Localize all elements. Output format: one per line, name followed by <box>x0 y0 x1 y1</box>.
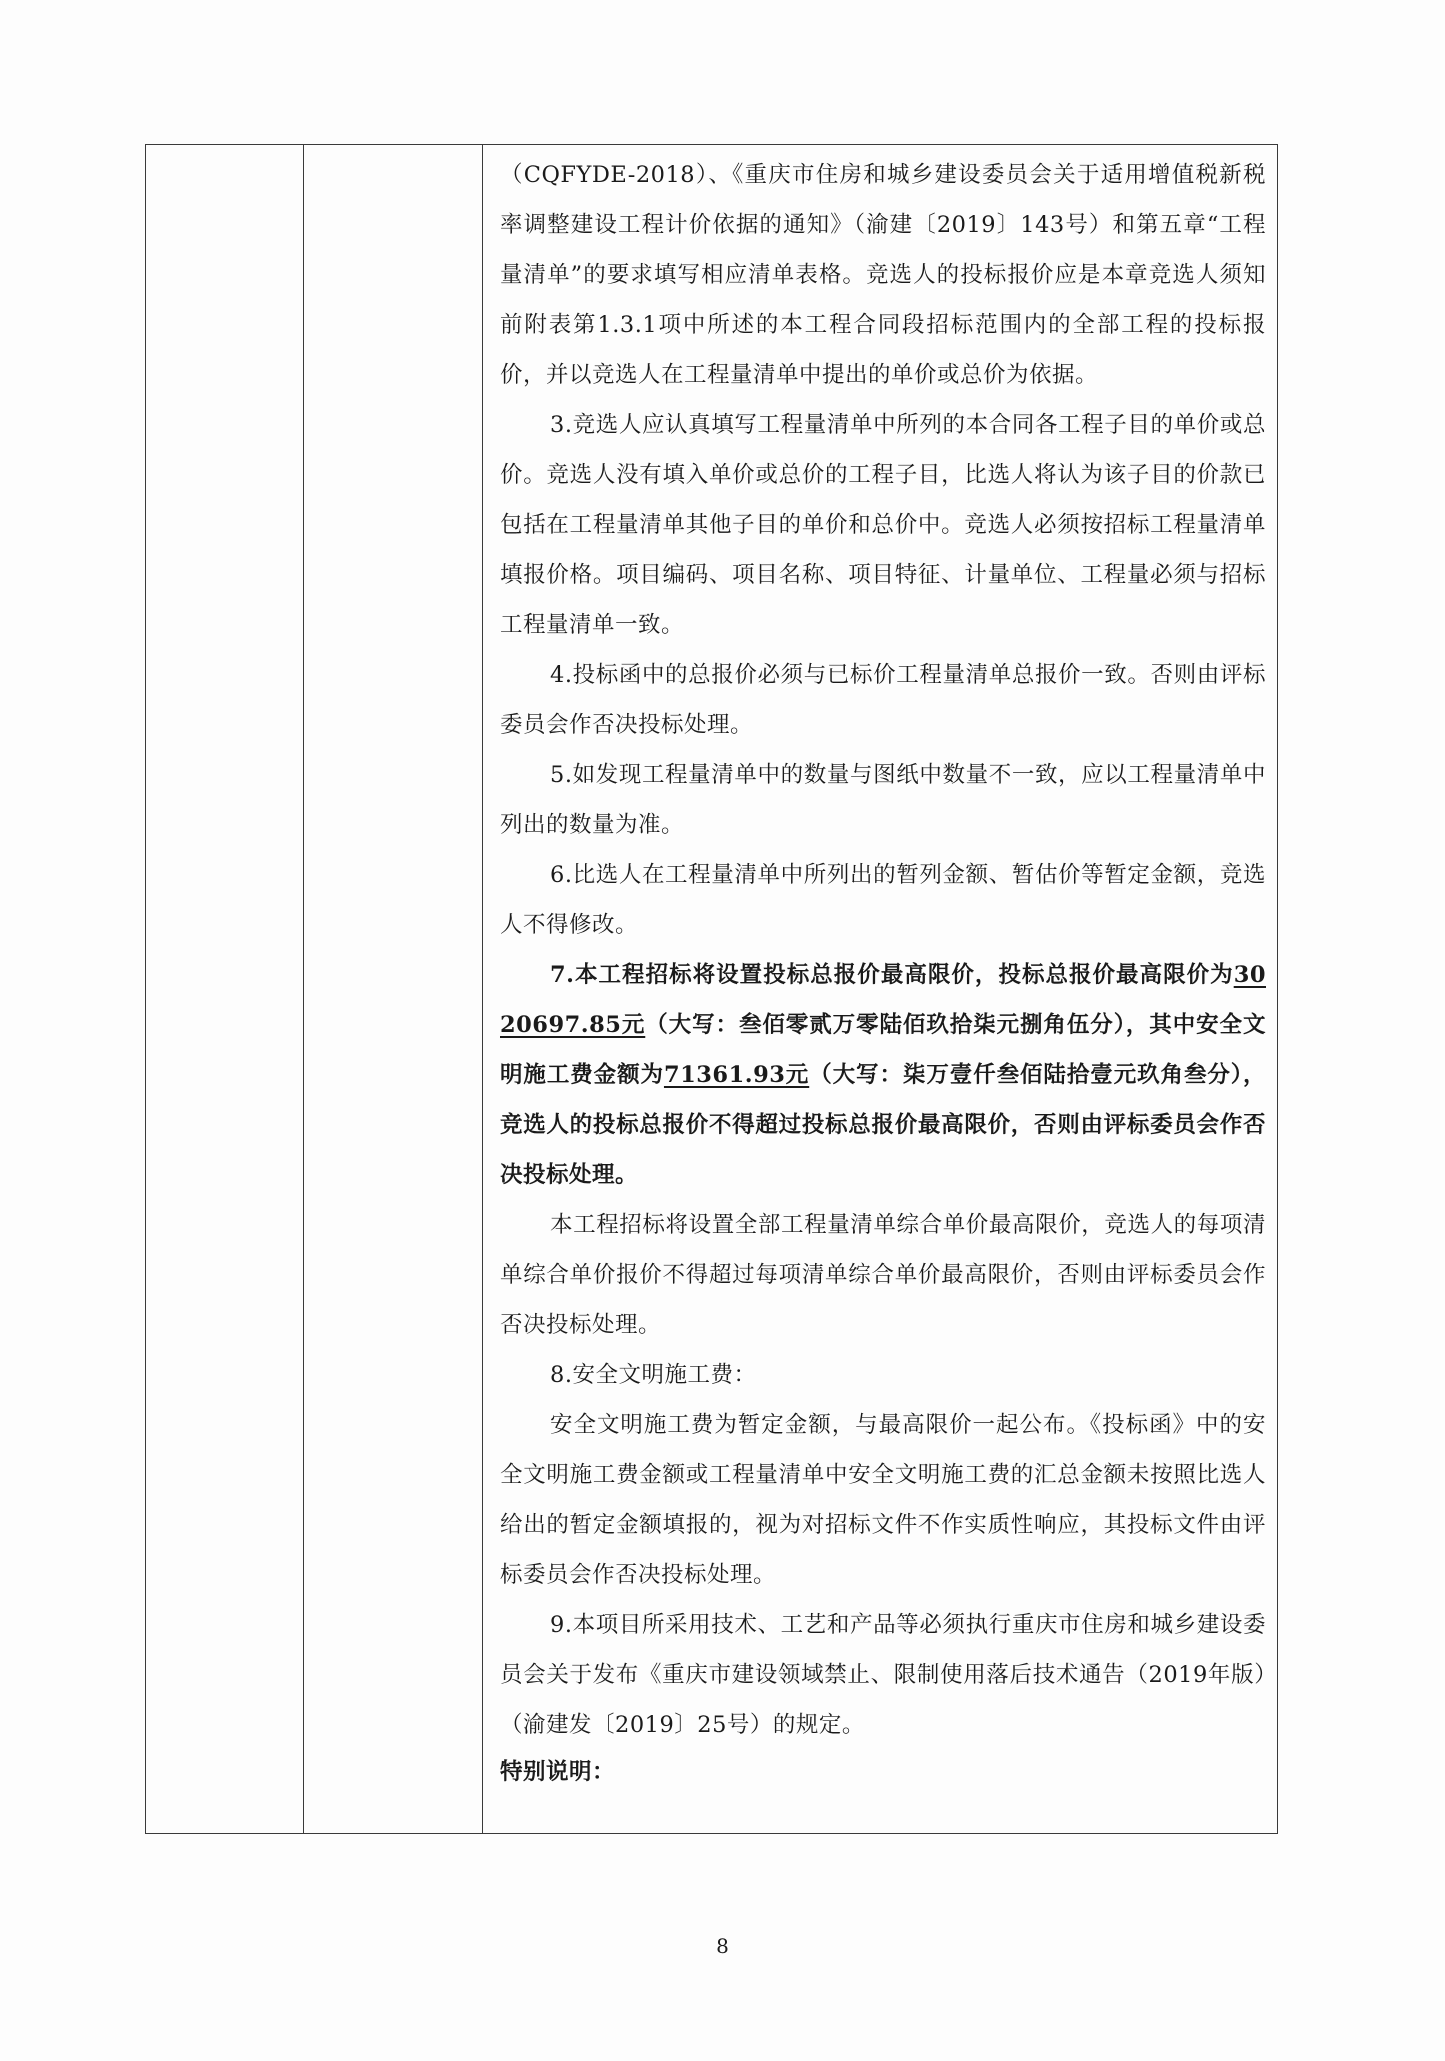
paragraph-7-part2: （大写：叁佰零贰万零陆佰玖拾柒元捌角伍分），其中安全文明施工费金额为 <box>500 1012 1266 1088</box>
table-column-divider-2 <box>482 145 483 1833</box>
paragraph-3: 3.竞选人应认真填写工程量清单中所列的本合同各工程子目的单价或总价。竞选人没有填入单价或总价的工程子目，比选人将认为该子目的价款已包括在工程量清单其他子目的单价和总价中。竞选人必须按招标工程量清单填报价格。项目编码、项目名称、项目特征、计量单位、工程量必须与招标工程量清单一致。 <box>500 412 1266 638</box>
paragraph-5: 5.如发现工程量清单中的数量与图纸中数量不一致，应以工程量清单中列出的数量为准。 <box>500 762 1266 838</box>
paragraph-4: 4.投标函中的总报价必须与已标价工程量清单总报价一致。否则由评标委员会作否决投标处理。 <box>500 662 1266 738</box>
max-price-value: 3020697.85元 <box>500 962 1266 1038</box>
paragraph-6: 6.比选人在工程量清单中所列出的暂列金额、暂估价等暂定金额，竞选人不得修改。 <box>500 862 1266 938</box>
paragraph-8-body: 安全文明施工费为暂定金额，与最高限价一起公布。《投标函》中的安全文明施工费金额或工程量清单中安全文明施工费的汇总金额未按照比选人给出的暂定金额填报的，视为对招标文件不作实质性响应，其投标文件由评标委员会作否决投标处理。 <box>500 1412 1266 1588</box>
paragraph-continued: （CQFYDE-2018）、《重庆市住房和城乡建设委员会关于适用增值税新税率调整建设工程计价依据的通知》（渝建〔2019〕143号）和第五章“工程量清单”的要求填写相应清单表格。竞选人的投标报价应是本章竞选人须知前附表第1.3.1项中所述的本工程合同段招标范围内的全部工程的投标报价，并以竞选人在工程量清单中提出的单价或总价为依据。 <box>500 162 1266 388</box>
special-note-title: 特别说明： <box>500 1759 616 1785</box>
paragraph-8-title: 8.安全文明施工费： <box>550 1362 757 1388</box>
paragraph-7b: 本工程招标将设置全部工程量清单综合单价最高限价，竞选人的每项清单综合单价报价不得超过每项清单综合单价最高限价，否则由评标委员会作否决投标处理。 <box>500 1212 1266 1338</box>
safety-fee-value: 71361.93元 <box>663 1062 810 1088</box>
table-content-cell <box>500 150 1266 1830</box>
paragraph-7-part1: 7.本工程招标将设置投标总报价最高限价，投标总报价最高限价为 <box>550 962 1234 988</box>
paragraph-9: 9.本项目所采用技术、工艺和产品等必须执行重庆市住房和城乡建设委员会关于发布《重庆市建设领域禁止、限制使用落后技术通告（2019年版）（渝建发〔2019〕25号）的规定。 <box>500 1612 1266 1738</box>
paragraph-7 <box>500 950 1266 1200</box>
table-column-divider-1 <box>303 145 304 1833</box>
paragraph-7-part3: （大写：柒万壹仟叁佰陆拾壹元玖角叁分），竞选人的投标总报价不得超过投标总报价最高限价，否则由评标委员会作否决投标处理。 <box>500 1062 1266 1188</box>
page-number: 8 <box>716 1934 729 1958</box>
